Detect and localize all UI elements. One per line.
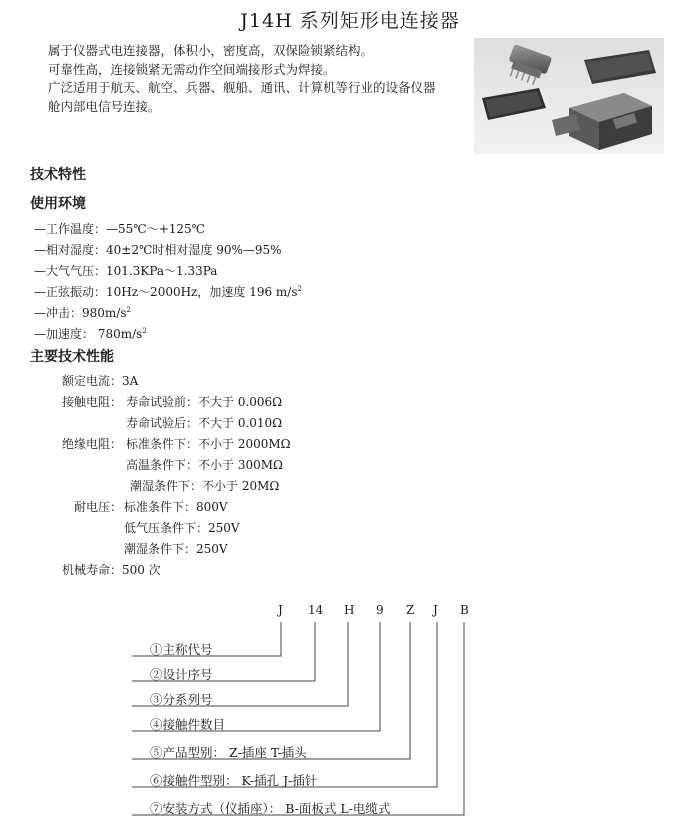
code-letter-j: J [278,603,283,617]
spec-insulation-damp: 潮湿条件下：不小于 20MΩ [130,479,280,493]
superscript: 2 [297,285,302,293]
code-letter-h: H [344,603,355,617]
spec-mechanical-life: 机械寿命：500 次 [62,563,161,577]
spec-current: 额定电流：3A [62,374,139,388]
spec-contact-after: 寿命试验后：不大于 0.010Ω [126,416,283,430]
env-vibration: —正弦振动：10Hz～2000Hz，加速度 196 m/s [34,285,298,299]
legend-item-7: ⑦安装方式（仪插座）： B-面板式 L-电缆式 [150,801,391,816]
intro-line: 广泛适用于航天、航空、兵器、舰船、通讯、计算机等行业的设备仪器 [48,80,436,95]
spec-insulation-standard: 标准条件下：不小于 2000MΩ [126,437,291,451]
spec-voltage-label: 耐电压： [74,500,123,514]
env-acceleration: —加速度： 780m/s [34,327,143,341]
legend-item-4: ④接触件数目 [150,717,226,732]
code-letter-b: B [460,603,469,617]
code-digits-14: 14 [308,603,324,617]
legend-item-2: ②设计序号 [150,667,213,682]
code-digit-9: 9 [376,603,384,617]
legend-item-1: ①主称代号 [150,642,213,657]
section-heading-environment: 使用环境 [30,196,86,212]
env-shock: —冲击：980m/s [34,306,127,320]
spec-voltage-low-pressure: 低气压条件下：250V [124,521,240,535]
spec-insulation-label: 绝缘电阻： [62,437,123,451]
section-heading-tech-features: 技术特性 [30,167,86,183]
legend-item-5: ⑤产品型别： Z-插座 T-插头 [150,745,307,760]
superscript: 2 [142,327,147,335]
page-title: J14H 系列矩形电连接器 [240,10,460,32]
spec-contact-resistance-label: 接触电阻： [62,395,123,409]
intro-line: 舱内部电信号连接。 [48,98,161,114]
spec-insulation-high-temp: 高温条件下：不小于 300MΩ [126,458,283,472]
spec-contact-before: 寿命试验前：不大于 0.006Ω [126,395,283,409]
legend-item-6: ⑥接触件型别： K-插孔 J-插针 [150,773,318,788]
env-temperature: —工作温度：—55℃～+125℃ [34,222,206,236]
env-pressure: —大气气压：101.3KPa～1.33Pa [34,264,218,278]
superscript: 2 [126,306,131,314]
code-letter-j2: J [433,603,438,617]
intro-line: 可靠性高，连接锁紧无需动作空间端接形式为焊接。 [48,61,336,77]
spec-voltage-standard: 标准条件下：800V [124,500,228,514]
section-heading-performance: 主要技术性能 [30,349,114,365]
spec-voltage-damp: 潮湿条件下：250V [124,542,228,556]
env-humidity: —相对湿度：40±2℃时相对湿度 90%—95% [34,243,282,257]
legend-item-3: ③分系列号 [150,692,213,707]
code-letter-z: Z [406,603,415,617]
intro-line: 属于仪器式电连接器，体积小，密度高，双保险锁紧结构。 [48,43,374,58]
